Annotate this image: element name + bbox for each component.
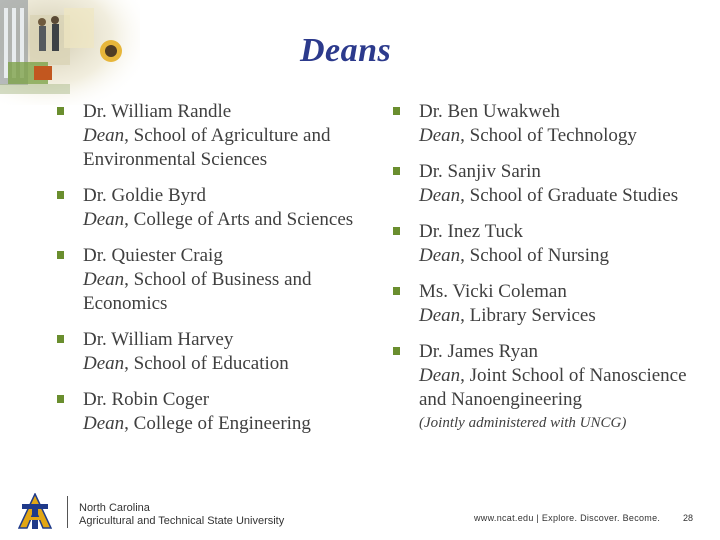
list-item <box>56 184 376 232</box>
list-item <box>392 280 692 328</box>
dean-name: Dr. William Randle <box>83 101 232 122</box>
dean-role: Dean, Joint School of Nanoscience and Nanoengineering <box>419 365 687 410</box>
list-item <box>392 160 692 208</box>
dean-name: Dr. James Ryan <box>419 341 539 362</box>
dean-role: Dean, School of Technology <box>419 125 637 146</box>
list-item <box>392 100 692 148</box>
left-dean-list <box>56 100 376 436</box>
bullet-icon <box>393 347 400 355</box>
bullet-icon <box>57 395 64 403</box>
dean-role: Dean, College of Arts and Sciences <box>83 209 354 230</box>
right-dean-list <box>392 100 692 433</box>
bullet-icon <box>393 167 400 175</box>
bullet-icon <box>57 191 64 199</box>
footer-divider <box>67 496 68 528</box>
dean-name: Dr. Inez Tuck <box>419 221 523 242</box>
dean-role: Dean, School of Business and Economics <box>83 269 312 314</box>
joint-admin-note: (Jointly administered with UNCG) <box>419 415 627 431</box>
bullet-icon <box>393 227 400 235</box>
page-number: 28 <box>683 513 694 523</box>
dean-role: Dean, School of Graduate Studies <box>419 185 679 206</box>
footer-website-tagline: www.ncat.edu | Explore. Discover. Become. <box>474 513 661 523</box>
bullet-icon <box>393 287 400 295</box>
bullet-icon <box>57 335 64 343</box>
dean-name: Dr. William Harvey <box>83 329 234 350</box>
dean-role: Dean, School of Nursing <box>419 245 609 266</box>
dean-role: Dean, College of Engineering <box>83 413 311 434</box>
dean-role: Dean, Library Services <box>419 305 596 326</box>
aggie-logo-icon <box>18 493 52 531</box>
list-item <box>56 100 376 172</box>
list-item <box>392 340 692 433</box>
dean-role: Dean, School of Education <box>83 353 289 374</box>
bullet-icon <box>57 251 64 259</box>
dean-name: Dr. Sanjiv Sarin <box>419 161 541 182</box>
list-item <box>56 244 376 316</box>
dean-name: Dr. Goldie Byrd <box>83 185 206 206</box>
list-item <box>392 220 692 268</box>
list-item <box>56 388 376 436</box>
header-photo-collage <box>0 0 140 105</box>
dean-name: Dr. Ben Uwakweh <box>419 101 560 122</box>
dean-name: Ms. Vicki Coleman <box>419 281 567 302</box>
list-item <box>56 328 376 376</box>
bullet-icon <box>393 107 400 115</box>
footer-university-name: North Carolina Agricultural and Technical State University <box>79 502 285 527</box>
dean-role: Dean, School of Agriculture and Environmental Sciences <box>83 125 331 170</box>
slide-title: Deans <box>300 32 392 69</box>
dean-name: Dr. Quiester Craig <box>83 245 223 266</box>
bullet-icon <box>57 107 64 115</box>
dean-name: Dr. Robin Coger <box>83 389 210 410</box>
